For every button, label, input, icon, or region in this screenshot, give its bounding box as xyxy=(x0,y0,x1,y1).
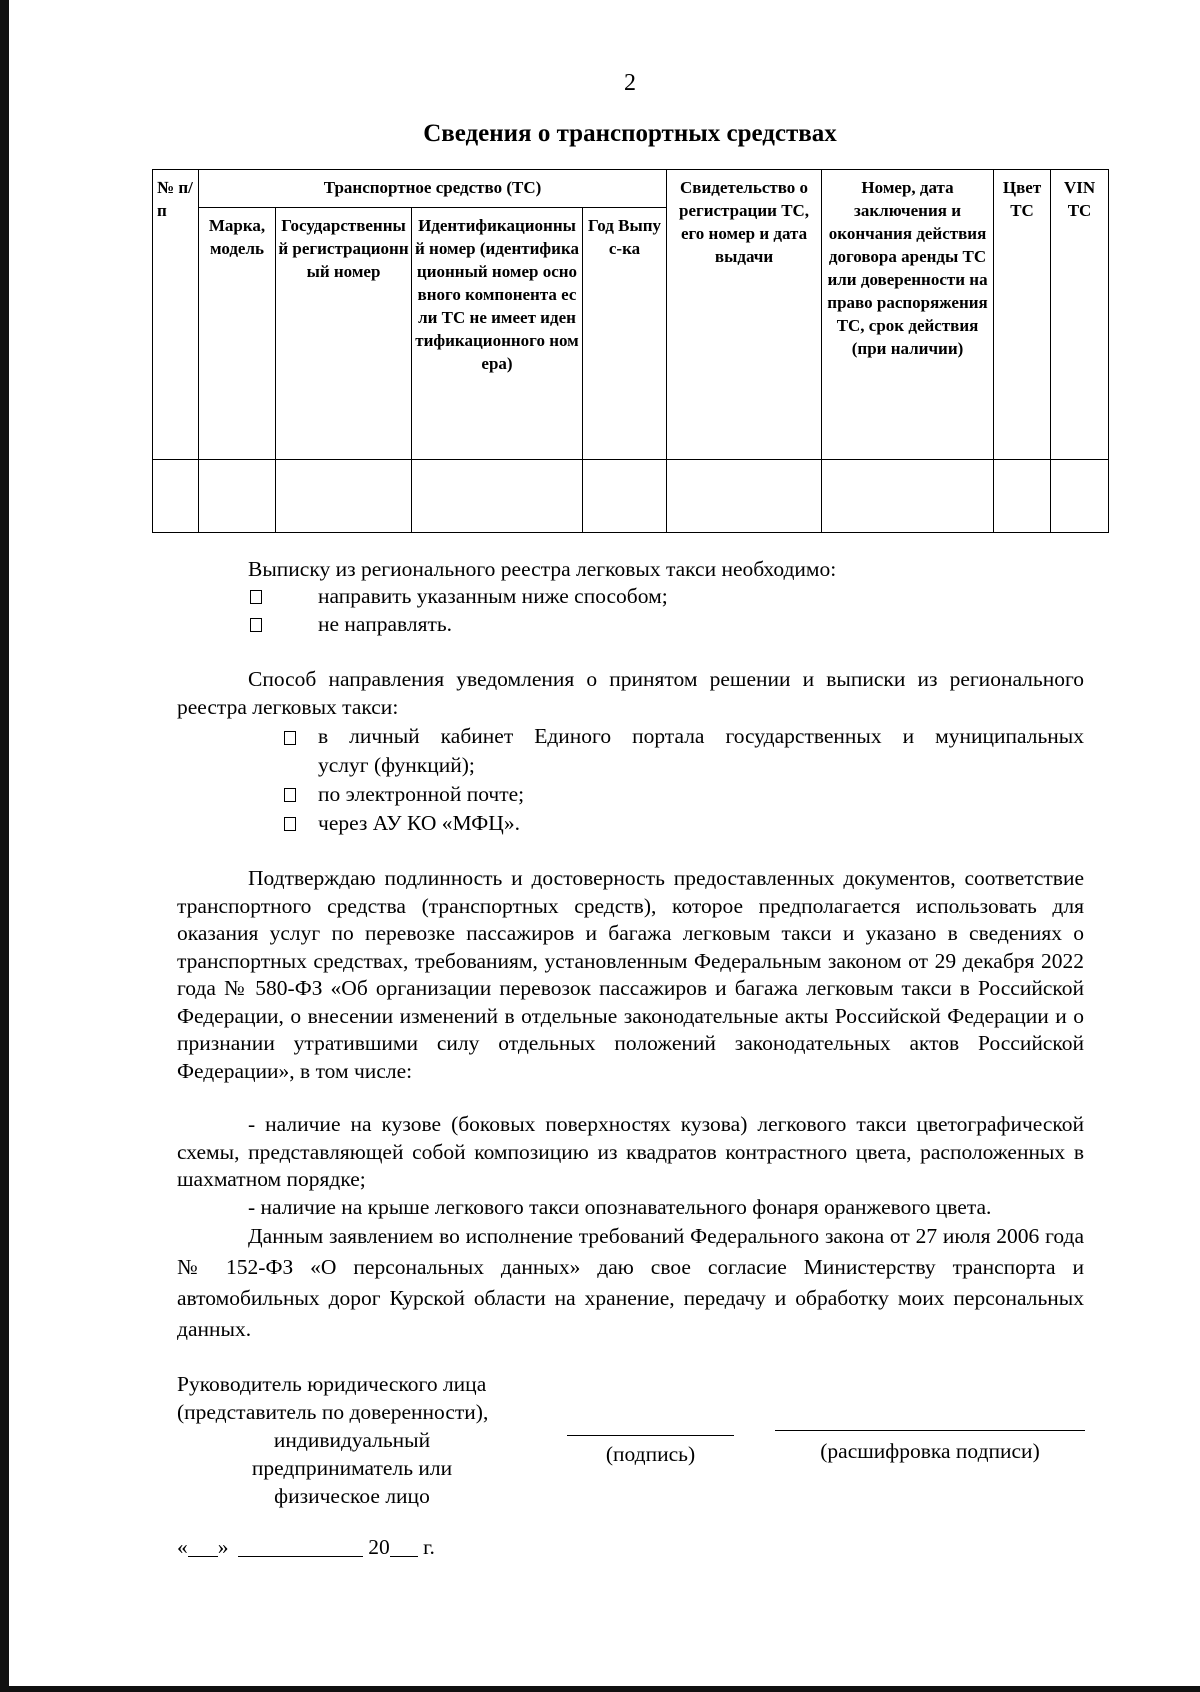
scan-edge-left xyxy=(0,0,9,1692)
header-id-number: Идентификационный номер (идентификационный номер основного компонента если ТС не имеет идентификационного номера) xyxy=(412,208,583,460)
table-cell[interactable] xyxy=(153,460,199,533)
method-option-mfc-label: через АУ КО «МФЦ». xyxy=(318,811,520,835)
confirm-paragraph-3: - наличие на крыше легкового такси опознавательного фонаря оранжевого цвета. xyxy=(248,1195,992,1219)
page-number: 2 xyxy=(624,70,636,96)
extract-option-no-send-label: не направлять. xyxy=(318,612,453,636)
date-year-suffix: г. xyxy=(423,1535,435,1559)
method-option-mfc xyxy=(284,809,520,837)
table-cell[interactable] xyxy=(583,460,667,533)
table-cell[interactable] xyxy=(412,460,583,533)
method-option-portal xyxy=(284,723,296,751)
signer-line-5: физическое лицо xyxy=(274,1484,430,1508)
date-month-field[interactable] xyxy=(238,1536,363,1557)
header-plate-number: Государственный регистрационный номер xyxy=(276,208,412,460)
method-option-email xyxy=(284,780,525,808)
signer-line-4: предприниматель или xyxy=(251,1456,453,1480)
method-option-portal-label-cont: услуг (функций); xyxy=(318,753,475,777)
extract-option-send xyxy=(250,582,668,610)
method-intro: Способ направления уведомления о принятом решении и выписки из регионального реестра легковых такси: xyxy=(177,667,1084,719)
checkbox-mfc[interactable] xyxy=(284,817,296,831)
date-year-prefix: 20 xyxy=(368,1535,390,1559)
signer-line-1: Руководитель юридического лица xyxy=(177,1372,487,1396)
header-color: Цвет ТС xyxy=(994,170,1051,460)
signature-label: (подпись) xyxy=(605,1442,696,1466)
confirm-paragraph-4: Данным заявлением во исполнение требований Федерального закона от 27 июля 2006 года № 152-ФЗ «О персональных данных» даю свое согласие Министерству транспорта и автомобильных дорог Курской области на хранение, передачу и обработку моих персональных данных. xyxy=(177,1224,1084,1341)
table-cell[interactable] xyxy=(994,460,1051,533)
checkbox-portal[interactable] xyxy=(284,731,296,745)
table-cell[interactable] xyxy=(1051,460,1109,533)
table-row xyxy=(153,460,1109,533)
table-cell[interactable] xyxy=(276,460,412,533)
extract-intro: Выписку из регионального реестра легковых такси необходимо: xyxy=(248,557,837,581)
date-quote-close: » xyxy=(217,1535,229,1559)
method-option-email-label: по электронной почте; xyxy=(318,782,525,806)
date-quote-open: « xyxy=(177,1535,188,1559)
method-option-portal-label: в личный кабинет Единого портала государственных и муниципальных xyxy=(318,724,1084,748)
header-make-model: Марка, модель xyxy=(199,208,276,460)
signer-line-2: (представитель по доверенности), xyxy=(177,1400,489,1424)
table-cell[interactable] xyxy=(822,460,994,533)
extract-option-send-label: направить указанным ниже способом; xyxy=(318,584,668,608)
signer-line-3: индивидуальный xyxy=(273,1428,431,1452)
vehicles-table xyxy=(152,169,1109,533)
signature-line[interactable] xyxy=(567,1435,734,1436)
table-cell[interactable] xyxy=(667,460,822,533)
header-year: Год Выпус-ка xyxy=(583,208,667,460)
extract-option-no-send xyxy=(250,610,453,638)
header-vin: VIN ТС xyxy=(1051,170,1109,460)
header-vehicle-group: Транспортное средство (ТС) xyxy=(199,170,667,208)
signature-decode-label: (расшифровка подписи) xyxy=(820,1439,1040,1463)
table-cell[interactable] xyxy=(199,460,276,533)
header-lease: Номер, дата заключения и окончания действия договора аренды ТС или доверенности на право распоряжения ТС, срок действия (при наличии) xyxy=(822,170,994,460)
header-num: № п/п xyxy=(153,170,199,460)
header-registration-cert: Свидетельство о регистрации ТС, его номер и дата выдачи xyxy=(667,170,822,460)
confirm-paragraph-1: Подтверждаю подлинность и достоверность предоставленных документов, соответствие транспортного средства (транспортных средств), которое предполагается использовать для оказания услуг по перевозке пассажиров и багажа легковым такси и указано в сведениях о транспортных средствах, требованиям, установленным Федеральным законом от 29 декабря 2022 года № 580-ФЗ «Об организации перевозок пассажиров и багажа легковым такси в Российской Федерации, о внесении изменений в отдельные законодательные акты Российской Федерации и о признании утратившими силу отдельных положений законодательных актов Российской Федерации», в том числе: xyxy=(177,866,1084,1083)
confirm-paragraph-2: - наличие на кузове (боковых поверхностях кузова) легкового такси цветографической схемы, представляющей собой композицию из квадратов контрастного цвета, расположенных в шахматном порядке; xyxy=(177,1112,1084,1191)
checkbox-send[interactable] xyxy=(250,590,262,604)
checkbox-email[interactable] xyxy=(284,788,296,802)
signature-decode-line[interactable] xyxy=(775,1430,1085,1431)
page-title: Сведения о транспортных средствах xyxy=(423,120,837,147)
checkbox-no-send[interactable] xyxy=(250,618,262,632)
date-year-field[interactable] xyxy=(390,1536,418,1557)
scan-edge-bottom xyxy=(0,1686,1200,1692)
date-line xyxy=(177,1533,435,1561)
date-day-field[interactable] xyxy=(188,1536,218,1557)
